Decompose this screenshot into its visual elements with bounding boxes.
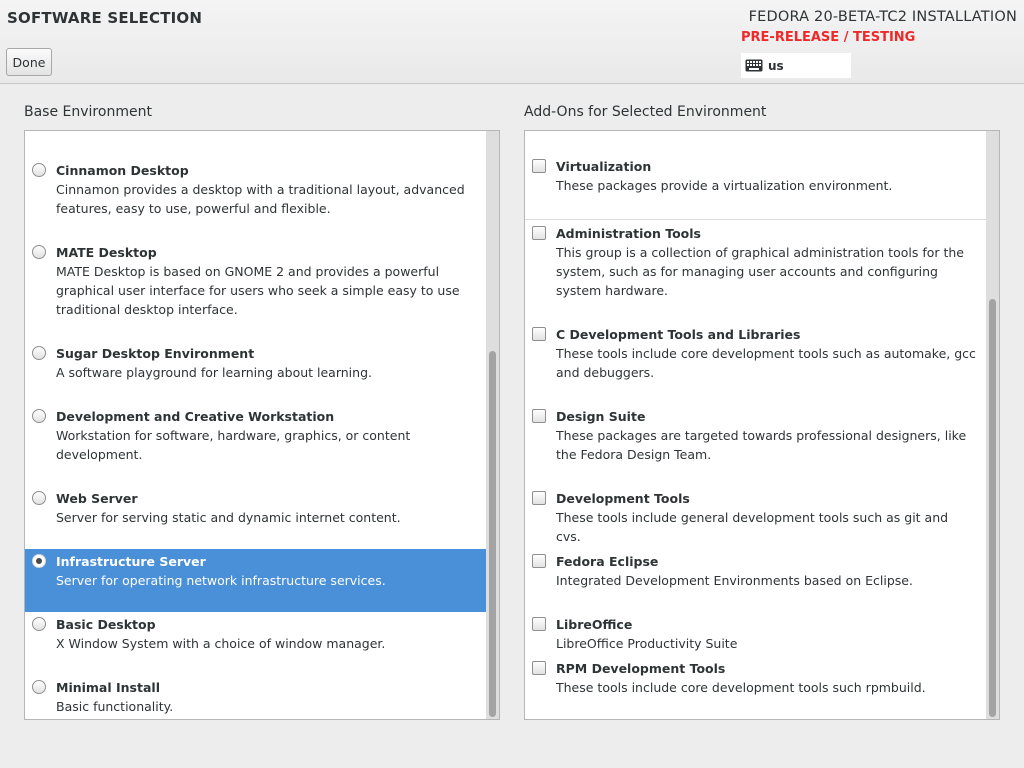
- radio-button[interactable]: [32, 680, 46, 694]
- checkbox[interactable]: [532, 226, 546, 240]
- done-button[interactable]: Done: [6, 48, 52, 76]
- addon-row-design-suite[interactable]: [525, 407, 986, 469]
- radio-button[interactable]: [32, 617, 46, 631]
- addon-name: RPM Development Tools: [556, 661, 726, 676]
- addon-name: Fedora Eclipse: [556, 554, 659, 569]
- env-description: Server for operating network infrastructure services.: [56, 573, 386, 588]
- env-row-cinnamon-desktop[interactable]: [25, 161, 486, 223]
- addon-row-virtualization[interactable]: [525, 157, 986, 219]
- env-name: MATE Desktop: [56, 245, 157, 260]
- env-row-infrastructure-server[interactable]: [25, 549, 486, 612]
- addon-name: LibreOffice: [556, 617, 633, 632]
- radio-button[interactable]: [32, 346, 46, 360]
- addon-row-rpm-development-tools[interactable]: [525, 659, 986, 720]
- base-environment-title: Base Environment: [24, 104, 152, 120]
- addon-description: These tools include core development tools such as automake, gcc and debuggers.: [556, 346, 976, 380]
- addon-description: Integrated Development Environments based on Eclipse.: [556, 573, 913, 588]
- radio-button[interactable]: [32, 245, 46, 259]
- addon-description: LibreOffice Productivity Suite: [556, 636, 738, 651]
- radio-button-selected[interactable]: [32, 554, 46, 568]
- addon-row-fedora-eclipse[interactable]: [525, 552, 986, 614]
- checkbox[interactable]: [532, 554, 546, 568]
- product-title: FEDORA 20-BETA-TC2 INSTALLATION: [748, 9, 1017, 25]
- addon-description: These packages provide a virtualization environment.: [556, 178, 893, 193]
- env-description: Server for serving static and dynamic internet content.: [56, 510, 401, 525]
- env-description: Cinnamon provides a desktop with a traditional layout, advanced features, easy to use, powerful and flexible.: [56, 182, 465, 216]
- keyboard-icon: [745, 59, 763, 72]
- addon-row-administration-tools[interactable]: [525, 224, 986, 298]
- addon-description: These tools include core development tools such rpmbuild.: [556, 680, 926, 695]
- radio-button[interactable]: [32, 163, 46, 177]
- addon-description: These packages are targeted towards professional designers, like the Fedora Design Team.: [556, 428, 967, 462]
- checkbox[interactable]: [532, 491, 546, 505]
- prerelease-warning: PRE-RELEASE / TESTING: [741, 30, 916, 45]
- addons-list[interactable]: [524, 130, 1000, 720]
- env-row-minimal-install[interactable]: [25, 678, 486, 720]
- env-description: X Window System with a choice of window manager.: [56, 636, 386, 651]
- env-name: Web Server: [56, 491, 138, 506]
- env-name: Infrastructure Server: [56, 554, 206, 569]
- env-description: Basic functionality.: [56, 699, 174, 714]
- env-name: Development and Creative Workstation: [56, 409, 335, 424]
- addon-name: Virtualization: [556, 159, 652, 174]
- radio-button[interactable]: [32, 491, 46, 505]
- addon-name: C Development Tools and Libraries: [556, 327, 801, 342]
- addons-title: Add-Ons for Selected Environment: [524, 104, 767, 120]
- radio-button[interactable]: [32, 409, 46, 423]
- env-row-basic-desktop[interactable]: [25, 615, 486, 677]
- scrollbar-thumb[interactable]: [989, 299, 996, 717]
- addon-row-c-development[interactable]: [525, 325, 986, 387]
- checkbox[interactable]: [532, 409, 546, 423]
- addon-separator: [525, 219, 986, 220]
- keyboard-layout-indicator[interactable]: [741, 53, 851, 78]
- env-description: A software playground for learning about learning.: [56, 365, 372, 380]
- env-description: Workstation for software, hardware, graphics, or content development.: [56, 428, 411, 462]
- checkbox[interactable]: [532, 661, 546, 675]
- addon-name: Development Tools: [556, 491, 690, 506]
- base-environment-scrollbar[interactable]: [486, 131, 499, 719]
- addons-scrollbar[interactable]: [986, 131, 999, 719]
- env-row-web-server[interactable]: [25, 489, 486, 551]
- env-name: Cinnamon Desktop: [56, 163, 189, 178]
- checkbox[interactable]: [532, 159, 546, 173]
- addon-row-development-tools[interactable]: [525, 489, 986, 551]
- env-description: MATE Desktop is based on GNOME 2 and provides a powerful graphical user interface for users who seek a simple easy to use traditional desktop interface.: [56, 264, 460, 317]
- keyboard-layout-label: us: [768, 58, 784, 73]
- checkbox[interactable]: [532, 327, 546, 341]
- base-environment-list[interactable]: [24, 130, 500, 720]
- env-row-mate-desktop[interactable]: [25, 243, 486, 317]
- spoke-title: SOFTWARE SELECTION: [7, 9, 203, 27]
- scrollbar-thumb[interactable]: [489, 351, 496, 717]
- header-bar: [0, 0, 1024, 84]
- addon-row-libreoffice[interactable]: [525, 615, 986, 657]
- env-row-dev-creative-workstation[interactable]: [25, 407, 486, 469]
- checkbox[interactable]: [532, 617, 546, 631]
- addon-name: Design Suite: [556, 409, 646, 424]
- env-name: Minimal Install: [56, 680, 160, 695]
- env-row-sugar-desktop[interactable]: [25, 344, 486, 406]
- env-name: Basic Desktop: [56, 617, 156, 632]
- addon-description: These tools include general development tools such as git and cvs.: [556, 510, 949, 544]
- addon-name: Administration Tools: [556, 226, 701, 241]
- addon-description: This group is a collection of graphical administration tools for the system, such as for managing user accounts and configuring system hardware.: [556, 245, 964, 298]
- env-name: Sugar Desktop Environment: [56, 346, 255, 361]
